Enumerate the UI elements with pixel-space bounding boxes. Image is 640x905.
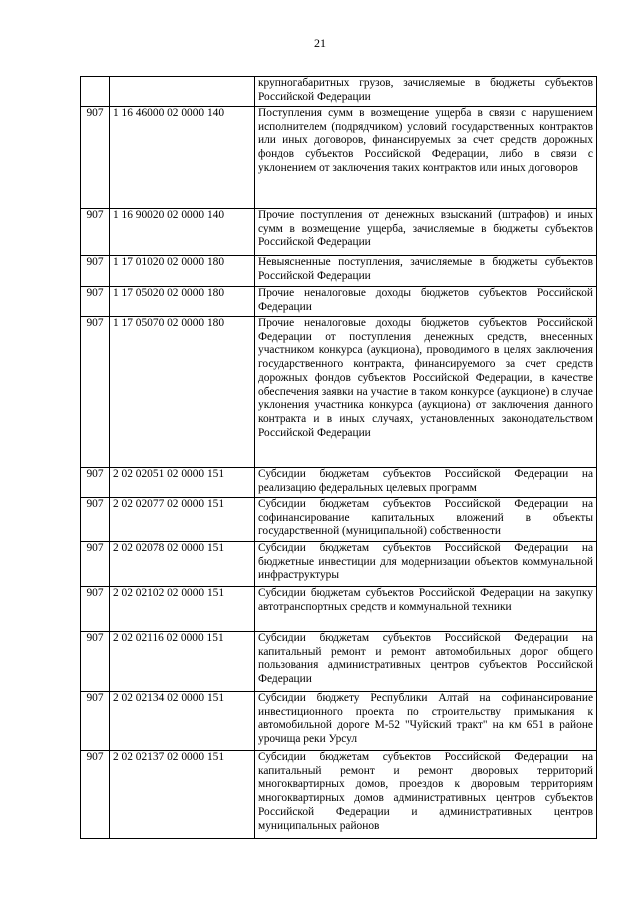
admin-code-cell: 907 <box>81 751 110 839</box>
table-row <box>81 632 597 692</box>
table-row <box>81 256 597 287</box>
admin-code-cell: 907 <box>81 107 110 209</box>
description-cell: Прочие поступления от денежных взысканий (штрафов) и иных сумм в возмещение ущерба, зачисляемые в бюджеты субъектов Российской Федерации <box>255 209 597 256</box>
admin-code-cell: 907 <box>81 256 110 287</box>
table-row <box>81 542 597 587</box>
table-row <box>81 77 597 107</box>
table-row <box>81 587 597 632</box>
budget-code-cell: 2 02 02077 02 0000 151 <box>110 498 255 542</box>
admin-code-cell: 907 <box>81 692 110 751</box>
table-row <box>81 317 597 468</box>
admin-code-cell: 907 <box>81 587 110 632</box>
budget-code-cell: 1 16 90020 02 0000 140 <box>110 209 255 256</box>
description-cell: крупногабаритных грузов, зачисляемые в бюджеты субъектов Российской Федерации <box>255 77 597 107</box>
budget-code-cell: 2 02 02102 02 0000 151 <box>110 587 255 632</box>
description-cell: Субсидии бюджетам субъектов Российской Федерации на капитальный ремонт и ремонт автомобильных дорог общего пользования административных центров субъектов Российской Федерации <box>255 632 597 692</box>
budget-code-cell: 1 17 01020 02 0000 180 <box>110 256 255 287</box>
table-row <box>81 498 597 542</box>
page-number: 21 <box>314 36 326 50</box>
admin-code-cell: 907 <box>81 287 110 317</box>
admin-code-cell: 907 <box>81 468 110 498</box>
description-cell: Прочие неналоговые доходы бюджетов субъектов Российской Федерации <box>255 287 597 317</box>
admin-code-cell: 907 <box>81 542 110 587</box>
description-cell: Поступления сумм в возмещение ущерба в связи с нарушением исполнителем (подрядчиком) условий государственных контрактов или иных договоров, финансируемых за счет средств дорожных фондов субъектов Российской Федерации, либо в связи с уклонением от заключения таких контрактов или иных договоров <box>255 107 597 209</box>
table-row <box>81 692 597 751</box>
admin-code-cell: 907 <box>81 632 110 692</box>
description-cell: Прочие неналоговые доходы бюджетов субъектов Российской Федерации от поступления денежных средств, внесенных участником конкурса (аукциона), проводимого в целях заключения государственного контракта, финансируемого за счет средств дорожных фондов субъектов Российской Федерации, в качестве обеспечения заявки на участие в таком конкурсе (аукционе) в случае уклонения участника конкурса (аукциона) от заключения данного контракта и в иных случаях, установленных законодательством Российской Федерации <box>255 317 597 468</box>
table-row <box>81 209 597 256</box>
description-cell: Субсидии бюджетам субъектов Российской Федерации на бюджетные инвестиции для модернизации объектов коммунальной инфраструктуры <box>255 542 597 587</box>
description-cell: Невыясненные поступления, зачисляемые в бюджеты субъектов Российской Федерации <box>255 256 597 287</box>
admin-code-cell: 907 <box>81 209 110 256</box>
budget-code-cell: 2 02 02137 02 0000 151 <box>110 751 255 839</box>
revenue-codes-table <box>80 76 597 839</box>
table-row <box>81 107 597 209</box>
budget-code-cell: 2 02 02051 02 0000 151 <box>110 468 255 498</box>
budget-code-cell: 1 17 05020 02 0000 180 <box>110 287 255 317</box>
table-row <box>81 751 597 839</box>
description-cell: Субсидии бюджетам субъектов Российской Федерации на реализацию федеральных целевых программ <box>255 468 597 498</box>
description-cell: Субсидии бюджетам субъектов Российской Федерации на закупку автотранспортных средств и коммунальной техники <box>255 587 597 632</box>
budget-code-cell: 2 02 02134 02 0000 151 <box>110 692 255 751</box>
description-cell: Субсидии бюджетам субъектов Российской Федерации на капитальный ремонт и ремонт дворовых территорий многоквартирных домов, проездов к дворовым территориям многоквартирных домов административных центров субъектов Российской Федерации и административных центров муниципальных районов <box>255 751 597 839</box>
description-cell: Субсидии бюджету Республики Алтай на софинансирование инвестиционного проекта по строительству примыкания к автомобильной дороге М-52 "Чуйский тракт" на км 651 в районе урочища реки Урсул <box>255 692 597 751</box>
description-cell: Субсидии бюджетам субъектов Российской Федерации на софинансирование капитальных вложений в объекты государственной (муниципальной) собственности <box>255 498 597 542</box>
table-row <box>81 468 597 498</box>
budget-code-cell: 2 02 02116 02 0000 151 <box>110 632 255 692</box>
admin-code-cell: 907 <box>81 498 110 542</box>
budget-code-cell: 1 16 46000 02 0000 140 <box>110 107 255 209</box>
table-row <box>81 287 597 317</box>
admin-code-cell <box>81 77 110 107</box>
budget-code-cell <box>110 77 255 107</box>
budget-code-cell: 1 17 05070 02 0000 180 <box>110 317 255 468</box>
budget-code-cell: 2 02 02078 02 0000 151 <box>110 542 255 587</box>
admin-code-cell: 907 <box>81 317 110 468</box>
